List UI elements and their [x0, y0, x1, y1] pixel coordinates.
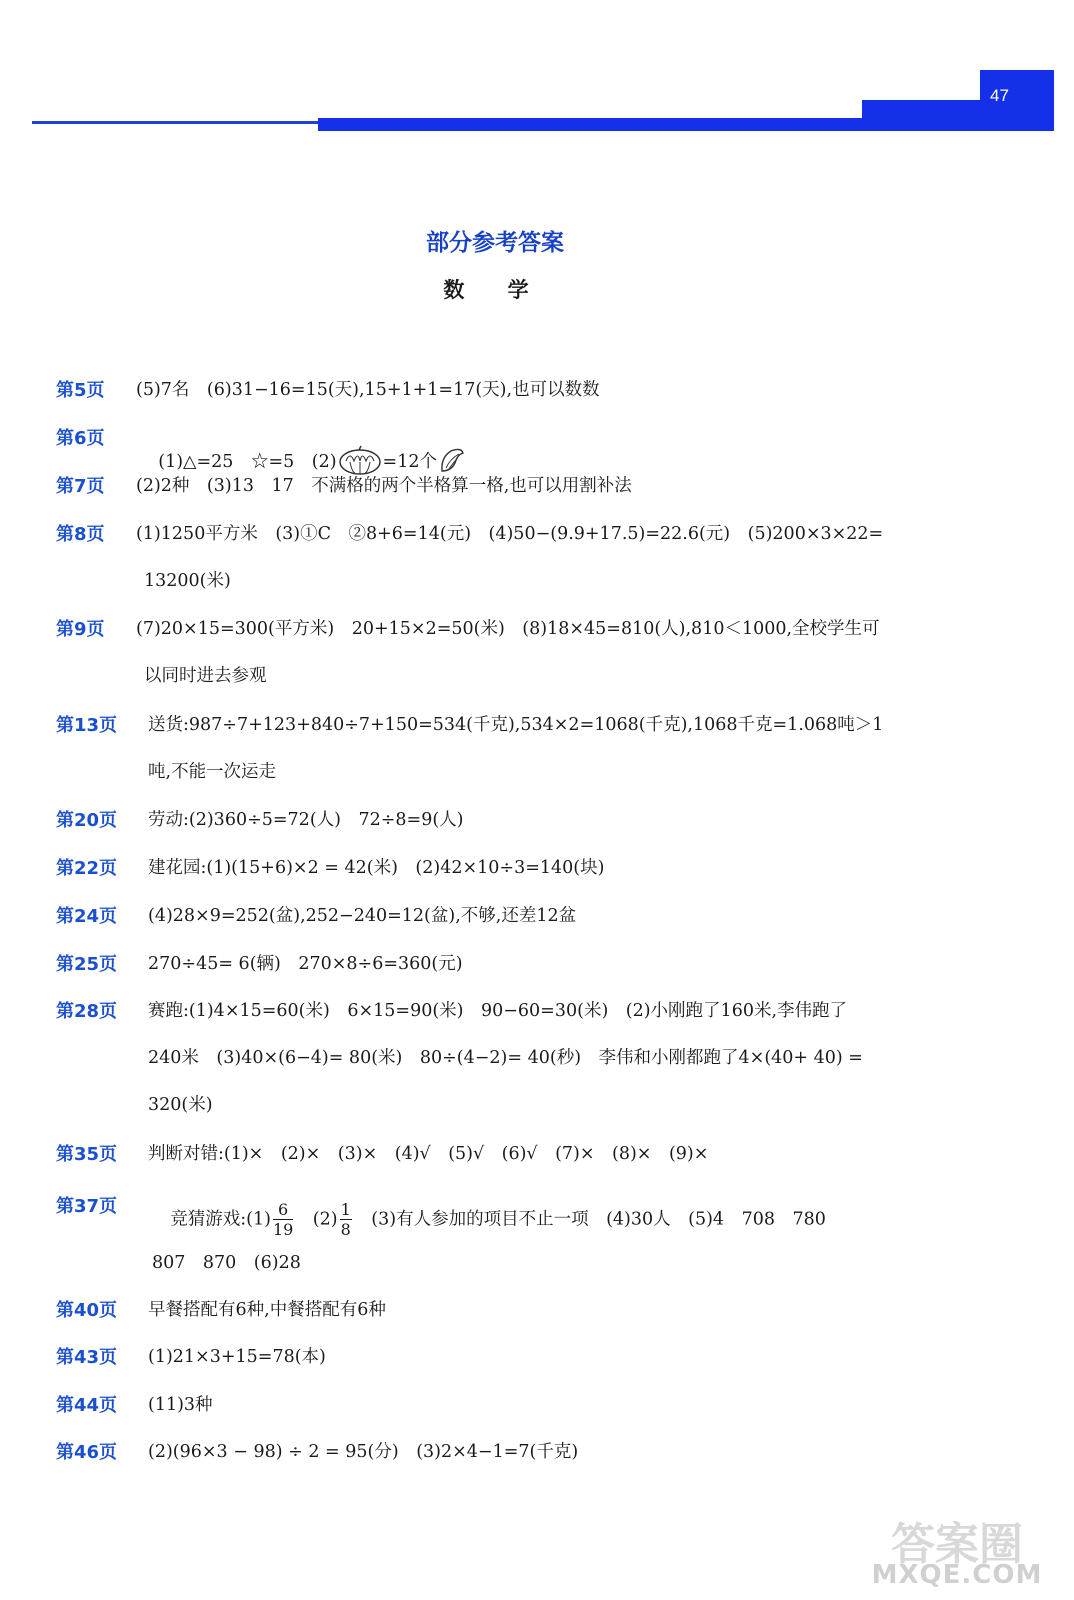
- entry-text: 建花园:(1)(15+6)×2 = 42(米) (2)42×10÷3=140(块): [148, 858, 605, 878]
- entry-label: 第35页: [56, 1144, 118, 1165]
- entry-text: (4)28×9=252(盆),252−240=12(盆),不够,还差12盆: [148, 906, 577, 926]
- entry-label: 第46页: [56, 1442, 118, 1463]
- entry-text-continued: 吨,不能一次运走: [148, 762, 277, 782]
- entry-text-part: 竞猜游戏:(1): [170, 1209, 271, 1230]
- entry-text-continued: 807 870 (6)28: [152, 1253, 301, 1273]
- entry-text-part: (3)有人参加的项目不止一项 (4)30人 (5)4 708 780: [353, 1209, 826, 1230]
- entry-text: (11)3种: [148, 1395, 213, 1415]
- entry-label: 第7页: [56, 476, 105, 497]
- entry-text-continued: 13200(米): [144, 571, 231, 591]
- entry-text-part: (1)△=25 ☆=5 (2): [158, 452, 337, 472]
- entry-text-part: =12个: [382, 452, 437, 472]
- entry-text: 早餐搭配有6种,中餐搭配有6种: [148, 1300, 386, 1320]
- page-number-tab: 47: [980, 70, 1054, 131]
- entry-text-continued: 320(米): [148, 1095, 213, 1115]
- fraction-1-8: [340, 1202, 352, 1238]
- entry-label: 第40页: [56, 1300, 118, 1321]
- fraction-denominator: 8: [340, 1220, 351, 1239]
- entry-label: 第9页: [56, 619, 105, 640]
- fraction-numerator: 1: [340, 1200, 351, 1219]
- fraction-6-19: [273, 1202, 293, 1238]
- entry-text-part: (2): [295, 1209, 338, 1230]
- entry-label: 第13页: [56, 715, 118, 736]
- fraction-denominator: 19: [272, 1220, 294, 1239]
- entry-text: (2)(96×3 − 98) ÷ 2 = 95(分) (3)2×4−1=7(千克): [148, 1442, 579, 1462]
- entry-label: 第28页: [56, 1001, 118, 1022]
- entry-label: 第20页: [56, 810, 118, 831]
- fraction-numerator: 6: [273, 1202, 293, 1220]
- entry-label: 第25页: [56, 954, 118, 975]
- entry-text: 判断对错:(1)× (2)× (3)× (4)√ (5)√ (6)√ (7)× (8)× (9)×: [148, 1144, 709, 1164]
- entry-text-continued: 240米 (3)40×(6−4)= 80(米) 80÷(4−2)= 40(秒) 李伟和小刚都跑了4×(40+ 40) =: [148, 1048, 863, 1068]
- entry-text: [148, 1182, 826, 1258]
- entry-text: 送货:987÷7+123+840÷7+150=534(千克),534×2=1068(千克),1068千克=1.068吨＞1: [148, 715, 884, 735]
- page-title: 部分参考答案: [426, 230, 564, 256]
- entry-text-continued: 以同时进去参观: [144, 666, 267, 686]
- entry-label: 第8页: [56, 524, 105, 545]
- entry-label: 第6页: [56, 428, 105, 449]
- entry-label: 第37页: [56, 1196, 118, 1217]
- entry-label: 第22页: [56, 858, 118, 879]
- entry-text: (2)2种 (3)13 17 不满格的两个半格算一格,也可以用割补法: [136, 476, 632, 496]
- header-rule-step: [862, 100, 982, 131]
- entry-text: 270÷45= 6(辆) 270×8÷6=360(元): [148, 954, 463, 974]
- watermark-logo-text: 答案圈: [891, 1519, 1023, 1570]
- entry-label: 第44页: [56, 1395, 118, 1416]
- entry-text: (7)20×15=300(平方米) 20+15×2=50(米) (8)18×45=810(人),810＜1000,全校学生可: [136, 619, 880, 639]
- watermark-logo: [852, 1508, 1062, 1594]
- entry-text: (1)1250平方米 (3)①C ②8+6=14(元) (4)50−(9.9+17.5)=22.6(元) (5)200×3×22=: [136, 524, 884, 544]
- entry-text: 赛跑:(1)4×15=60(米) 6×15=90(米) 90−60=30(米) (2)小刚跑了160米,李伟跑了: [148, 1001, 848, 1021]
- entry-text: 劳动:(2)360÷5=72(人) 72÷8=9(人): [148, 810, 464, 830]
- watermark-site-text: MXQE.COM: [871, 1560, 1043, 1590]
- page-subtitle: 数 学: [443, 278, 547, 302]
- entry-text: (5)7名 (6)31−16=15(天),15+1+1=17(天),也可以数数: [136, 380, 600, 400]
- entry-text: (1)21×3+15=78(本): [148, 1347, 326, 1367]
- entry-label: 第5页: [56, 380, 105, 401]
- entry-label: 第43页: [56, 1347, 118, 1368]
- entry-label: 第24页: [56, 906, 118, 927]
